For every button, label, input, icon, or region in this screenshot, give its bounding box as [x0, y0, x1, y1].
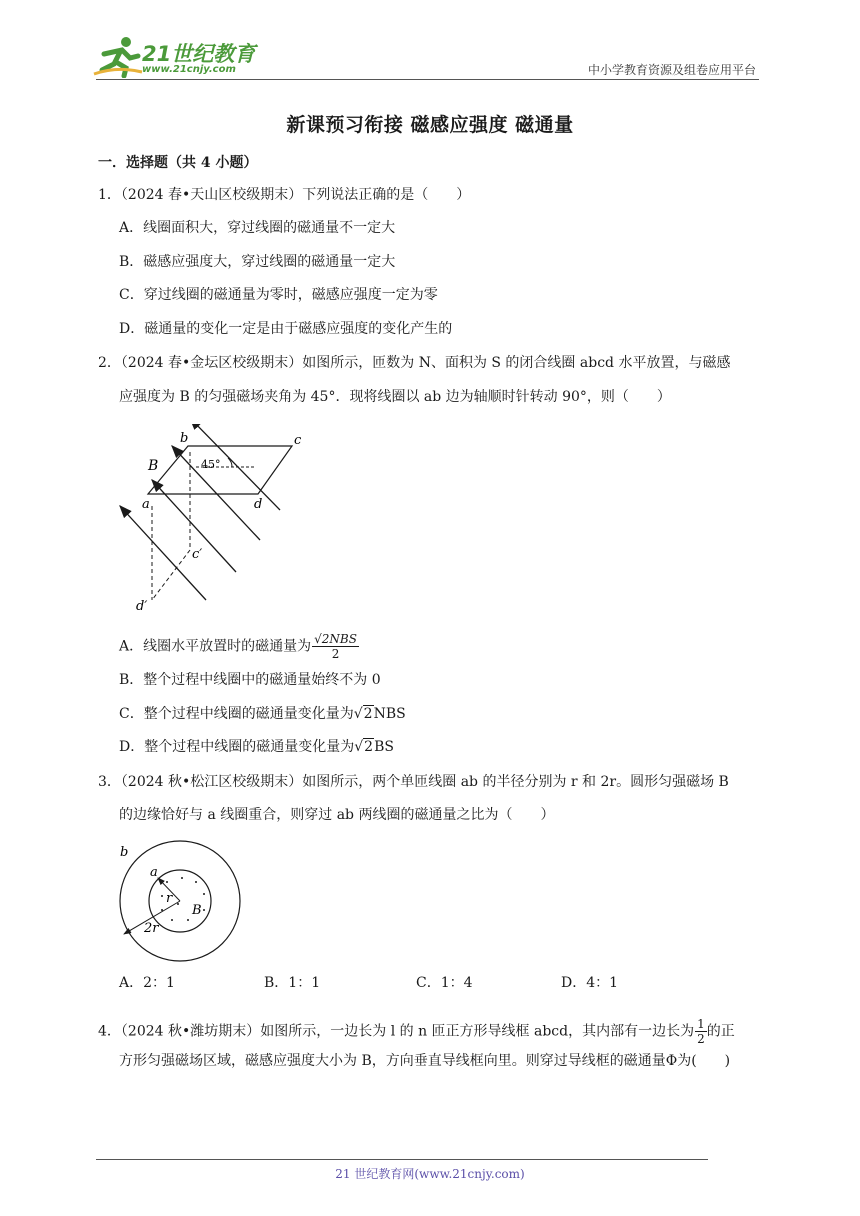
page-title: 新课预习衔接 磁感应强度 磁通量	[286, 114, 574, 136]
label-b: b	[180, 431, 189, 446]
header-right-text: 中小学教育资源及组卷应用平台	[587, 63, 756, 77]
header-logo	[92, 34, 262, 80]
q3-option-d: D．4：1	[561, 975, 619, 991]
header-divider	[96, 79, 759, 80]
q4-stem-suffix: 的正	[706, 1023, 735, 1040]
q3-stem-line2: 的边缘恰好与 a 线圈重合，则穿过 ab 两线圈的磁通量之比为（ ）	[119, 807, 555, 823]
q2-option-c-text: C．整个过程中线圈的磁通量变化量为	[119, 706, 354, 722]
q2-option-b: B．整个过程中线圈中的磁通量始终不为 0	[119, 672, 381, 688]
label-B: B	[192, 903, 202, 918]
q2-stem-line1: 2．（2024 春•金坛区校级期末）如图所示，匝数为 N、面积为 S 的闭合线圈 abcd 水平放置，与磁感	[98, 355, 731, 371]
logo-url-text: www.21cnjy.com	[142, 64, 236, 75]
q2-option-a	[119, 632, 359, 661]
q4-stem-text: 4．（2024 秋•潍坊期末）如图所示，一边长为 l 的 n 匝正方形导线框 abcd，其内部有一边长为	[98, 1023, 695, 1040]
label-d: d	[254, 497, 263, 512]
q2-option-d-radicand: 2	[364, 739, 374, 755]
q4-stem-line1	[98, 1017, 735, 1046]
runner-logo-icon	[92, 36, 144, 78]
q1-option-c: C．穿过线圈的磁通量为零时，磁感应强度一定为零	[119, 287, 438, 303]
q2-option-a-fraction	[312, 632, 359, 661]
q3-stem-line1: 3．（2024 秋•松江区校级期末）如图所示，两个单匝线圈 ab 的半径分别为 r 和 2r。圆形匀强磁场 B	[98, 774, 729, 790]
q2-option-a-numerator: √2NBS	[314, 632, 357, 646]
label-2r: 2r	[144, 921, 159, 936]
q2-stem-line2: 应强度为 B 的匀强磁场夹角为 45°．现将线圈以 ab 边为轴顺时针转动 90°，则（ ）	[119, 389, 671, 405]
q2-option-a-denominator: 2	[331, 647, 340, 661]
q2-option-d-sqrt: √2	[354, 739, 374, 755]
label-c: c	[294, 433, 302, 448]
label-c-prime: c′	[192, 547, 203, 562]
footer-text: 21 世纪教育网(www.21cnjy.com)	[335, 1167, 525, 1181]
q4-fraction-denominator: 2	[697, 1032, 705, 1046]
q2-option-c-radicand: 2	[363, 706, 373, 722]
q1-option-b: B．磁感应强度大，穿过线圈的磁通量一定大	[119, 254, 396, 270]
q2-option-c	[119, 704, 406, 724]
q1-option-d: D．磁通量的变化一定是由于磁感应强度的变化产生的	[119, 321, 453, 337]
q4-fraction	[695, 1017, 707, 1046]
section-heading: 一．选择题（共 4 小题）	[98, 155, 258, 171]
q2-option-d	[119, 737, 394, 757]
footer-divider	[96, 1159, 708, 1160]
q4-fraction-numerator: 1	[697, 1017, 705, 1031]
q3-option-c: C．1：4	[416, 975, 473, 991]
q2-option-a-text: A．线圈水平放置时的磁通量为	[119, 638, 312, 655]
q1-option-a: A．线圈面积大，穿过线圈的磁通量不一定大	[119, 220, 396, 236]
label-a: a	[142, 497, 150, 512]
label-a: a	[150, 865, 158, 880]
q2-option-c-suffix: NBS	[373, 706, 406, 722]
label-B: B	[148, 458, 159, 474]
label-d-prime: d′	[136, 599, 148, 614]
q4-stem-line2: 方形匀强磁场区域，磁感应强度大小为 B，方向垂直导线框向里。则穿过导线框的磁通量Φ为( )	[119, 1053, 731, 1069]
q2-option-d-suffix: BS	[374, 739, 394, 755]
q3-figure	[112, 838, 262, 978]
label-r: r	[166, 891, 173, 906]
q2-figure	[114, 424, 314, 624]
label-b: b	[120, 845, 129, 860]
q3-option-b: B．1：1	[264, 975, 321, 991]
q2-option-d-text: D．整个过程中线圈的磁通量变化量为	[119, 739, 355, 755]
q1-stem: 1．（2024 春•天山区校级期末）下列说法正确的是（ ）	[98, 187, 471, 203]
q3-option-a: A．2：1	[119, 975, 175, 991]
logo-main-text: 21世纪教育	[142, 42, 256, 66]
label-angle: 45°	[201, 458, 221, 471]
q2-option-c-sqrt: √2	[353, 706, 373, 722]
